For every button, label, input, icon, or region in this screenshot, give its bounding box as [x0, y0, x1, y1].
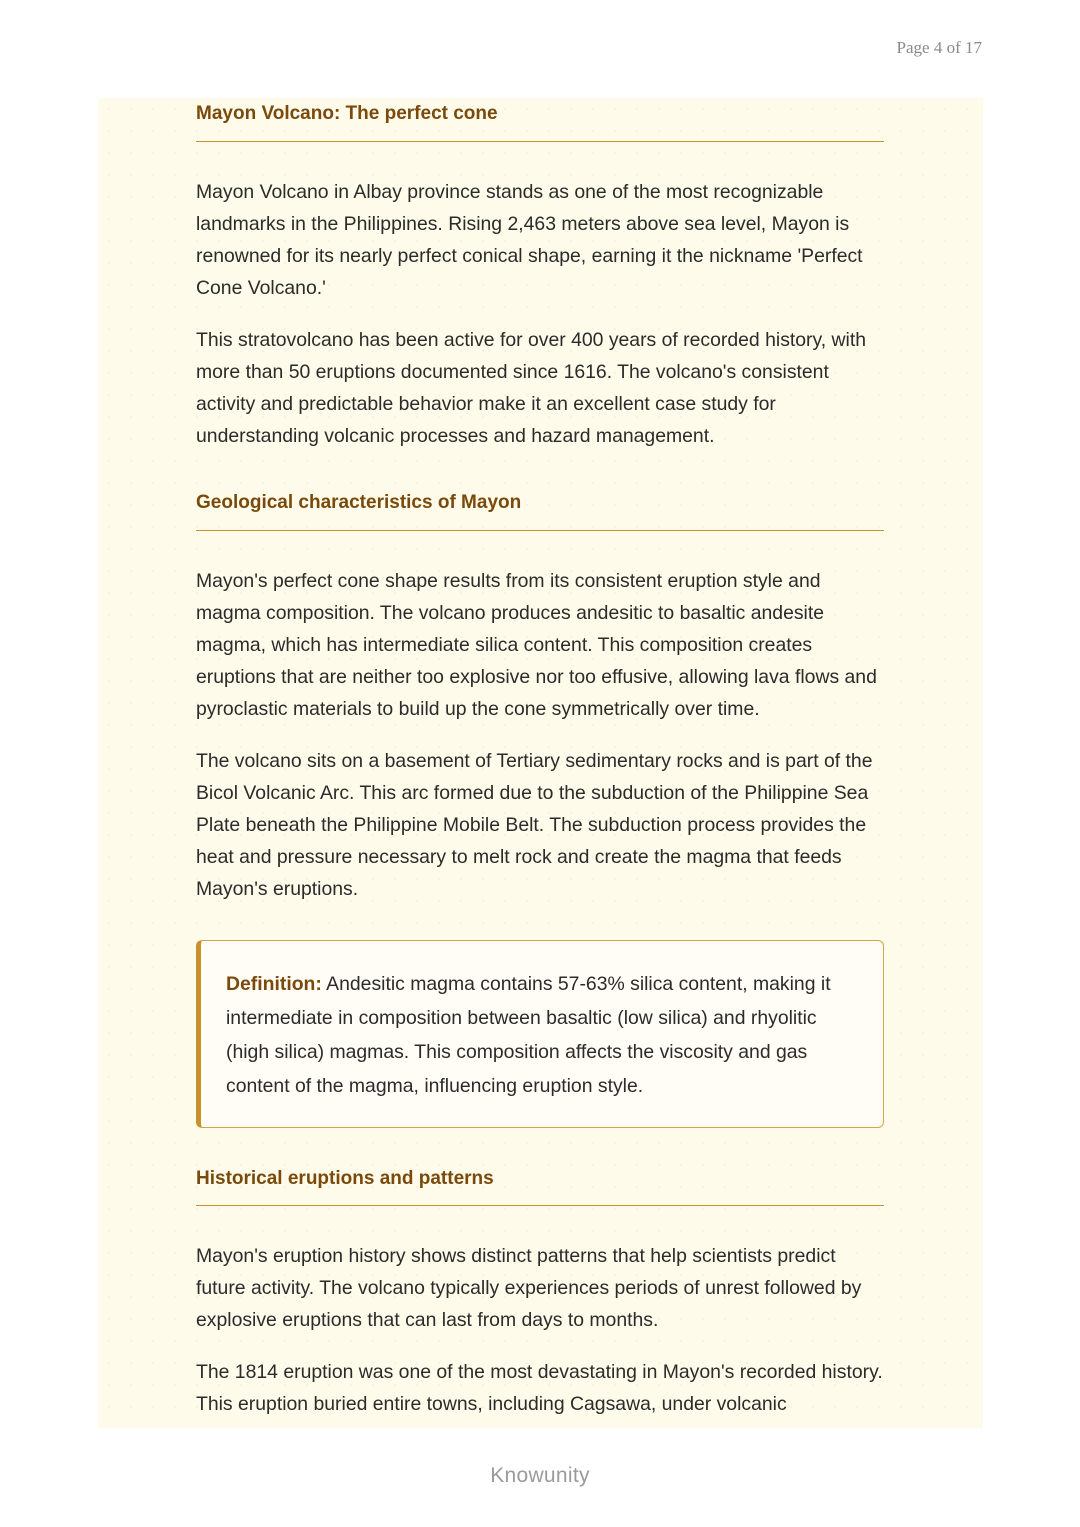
section-heading-historical-eruptions: Historical eruptions and patterns: [196, 1168, 884, 1207]
paragraph: This stratovolcano has been active for over 400 years of recorded history, with more than 50 eruptions documented since 1616. The volcano's consistent activity and predictable behavior make it an excellent case study for understanding volcanic processes and hazard management.: [196, 328, 867, 447]
section-heading-mayon-perfect-cone: Mayon Volcano: The perfect cone: [196, 103, 884, 142]
document-content: [196, 98, 884, 1420]
paragraph: Mayon Volcano in Albay province stands as one of the most recognizable landmarks in the Philippines. Rising 2,463 meters above sea level, Mayon is renowned for its nearly perfect conical shape, earning it the nickname 'Perfect Cone Volcano.': [196, 180, 863, 299]
definition-callout: [196, 940, 884, 1128]
definition-body: Andesitic magma contains 57-63% silica content, making it intermediate in composition between basaltic (low silica) and rhyolitic (high silica) magmas. This composition affects the viscosity and gas content of the magma, influencing eruption style.: [226, 972, 831, 1097]
paragraph: Mayon's eruption history shows distinct patterns that help scientists predict future activity. The volcano typically experiences periods of unrest followed by explosive eruptions that can last from days to months.: [196, 1245, 862, 1332]
definition-term: Definition:: [226, 972, 322, 995]
paragraph: The volcano sits on a basement of Tertiary sedimentary rocks and is part of the Bicol Volcanic Arc. This arc formed due to the subduction of the Philippine Sea Plate beneath the Philippine Mobile Belt. The subduction process provides the heat and pressure necessary to melt rock and create the magma that feeds Mayon's eruptions.: [196, 749, 873, 900]
section-heading-geological-characteristics: Geological characteristics of Mayon: [196, 492, 884, 531]
paragraph: Mayon's perfect cone shape results from its consistent eruption style and magma composition. The volcano produces andesitic to basaltic andesite magma, which has intermediate silica content. This composition creates eruptions that are neither too explosive nor too effusive, allowing lava flows and pyroclastic materials to build up the cone symmetrically over time.: [196, 569, 877, 720]
page-number: Page 4 of 17: [896, 38, 982, 57]
paragraph: The 1814 eruption was one of the most devastating in Mayon's recorded history. This eruption buried entire towns, including Cagsawa, under volcanic: [196, 1361, 883, 1416]
definition-text: [226, 967, 855, 1103]
document-sheet: [98, 98, 983, 1428]
footer-brand: Knowunity: [490, 1464, 590, 1487]
